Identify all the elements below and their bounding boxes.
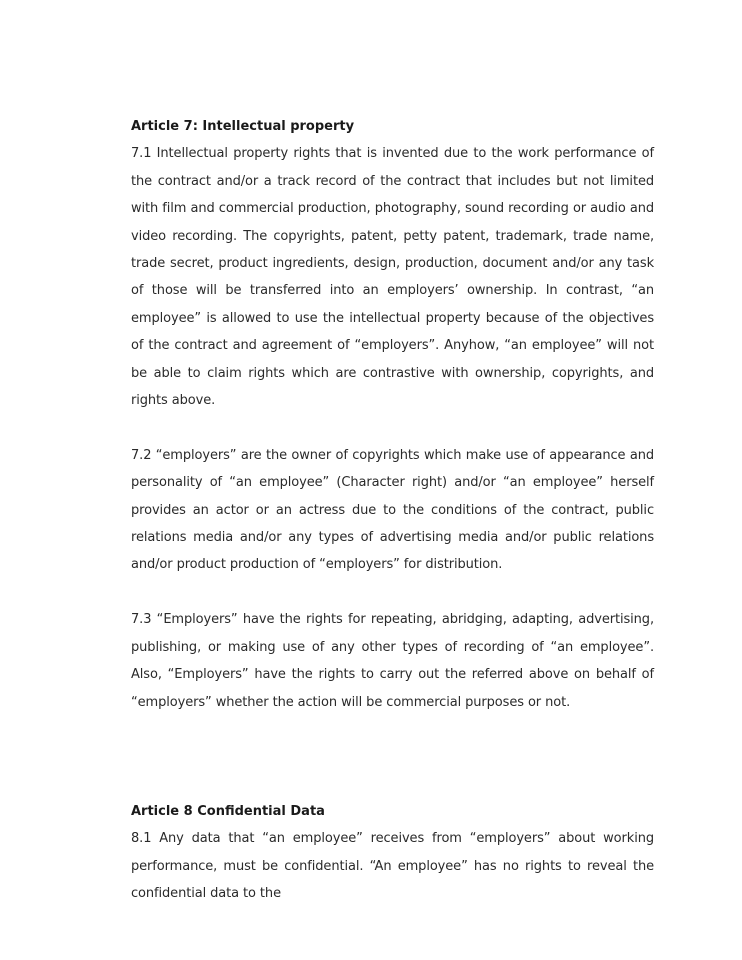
article-7-3-paragraph: 7.3 “Employers” have the rights for repeating, abridging, adapting, advertising, publishing, or making use of any other types of recording of “an employee”. Also, “Employers” have the rights to carry out the referred above on behalf of “employers” whether the action will be commercial purposes or not. bbox=[131, 612, 654, 710]
article-7-1-paragraph: 7.1 Intellectual property rights that is invented due to the work performance of the contract and/or a track record of the contract that includes but not limited with film and commercial production, photography, sound recording or audio and video recording. The copyrights, patent, petty patent, trademark, trade name, trade secret, product ingredients, design, production, document and/or any task of those will be transferred into an employers’ ownership. In contrast, “an employee” is allowed to use the intellectual property because of the objectives of the contract and agreement of “employers”. Anyhow, “an employee” will not be able to claim rights which are contrastive with ownership, copyrights, and rights above. bbox=[131, 146, 654, 409]
document-body bbox=[131, 113, 654, 908]
article-7-heading: Article 7: Intellectual property bbox=[131, 119, 355, 134]
section-spacer bbox=[131, 716, 654, 798]
article-7-2-paragraph: 7.2 “employers” are the owner of copyrights which make use of appearance and personality of “an employee” (Character right) and/or “an employee” herself provides an actor or an actress due to the conditions of the contract, public relations media and/or any types of advertising media and/or public relations and/or product production of “employers” for distribution. bbox=[131, 447, 654, 573]
paragraph-spacer bbox=[131, 414, 654, 441]
paragraph-spacer bbox=[131, 579, 654, 606]
article-8-1-paragraph: 8.1 Any data that “an employee” receives from “employers” about working performance, must be confidential. “An employee” has no rights to reveal the confidential data to the bbox=[131, 831, 654, 902]
article-8-heading: Article 8 Confidential Data bbox=[131, 803, 325, 819]
